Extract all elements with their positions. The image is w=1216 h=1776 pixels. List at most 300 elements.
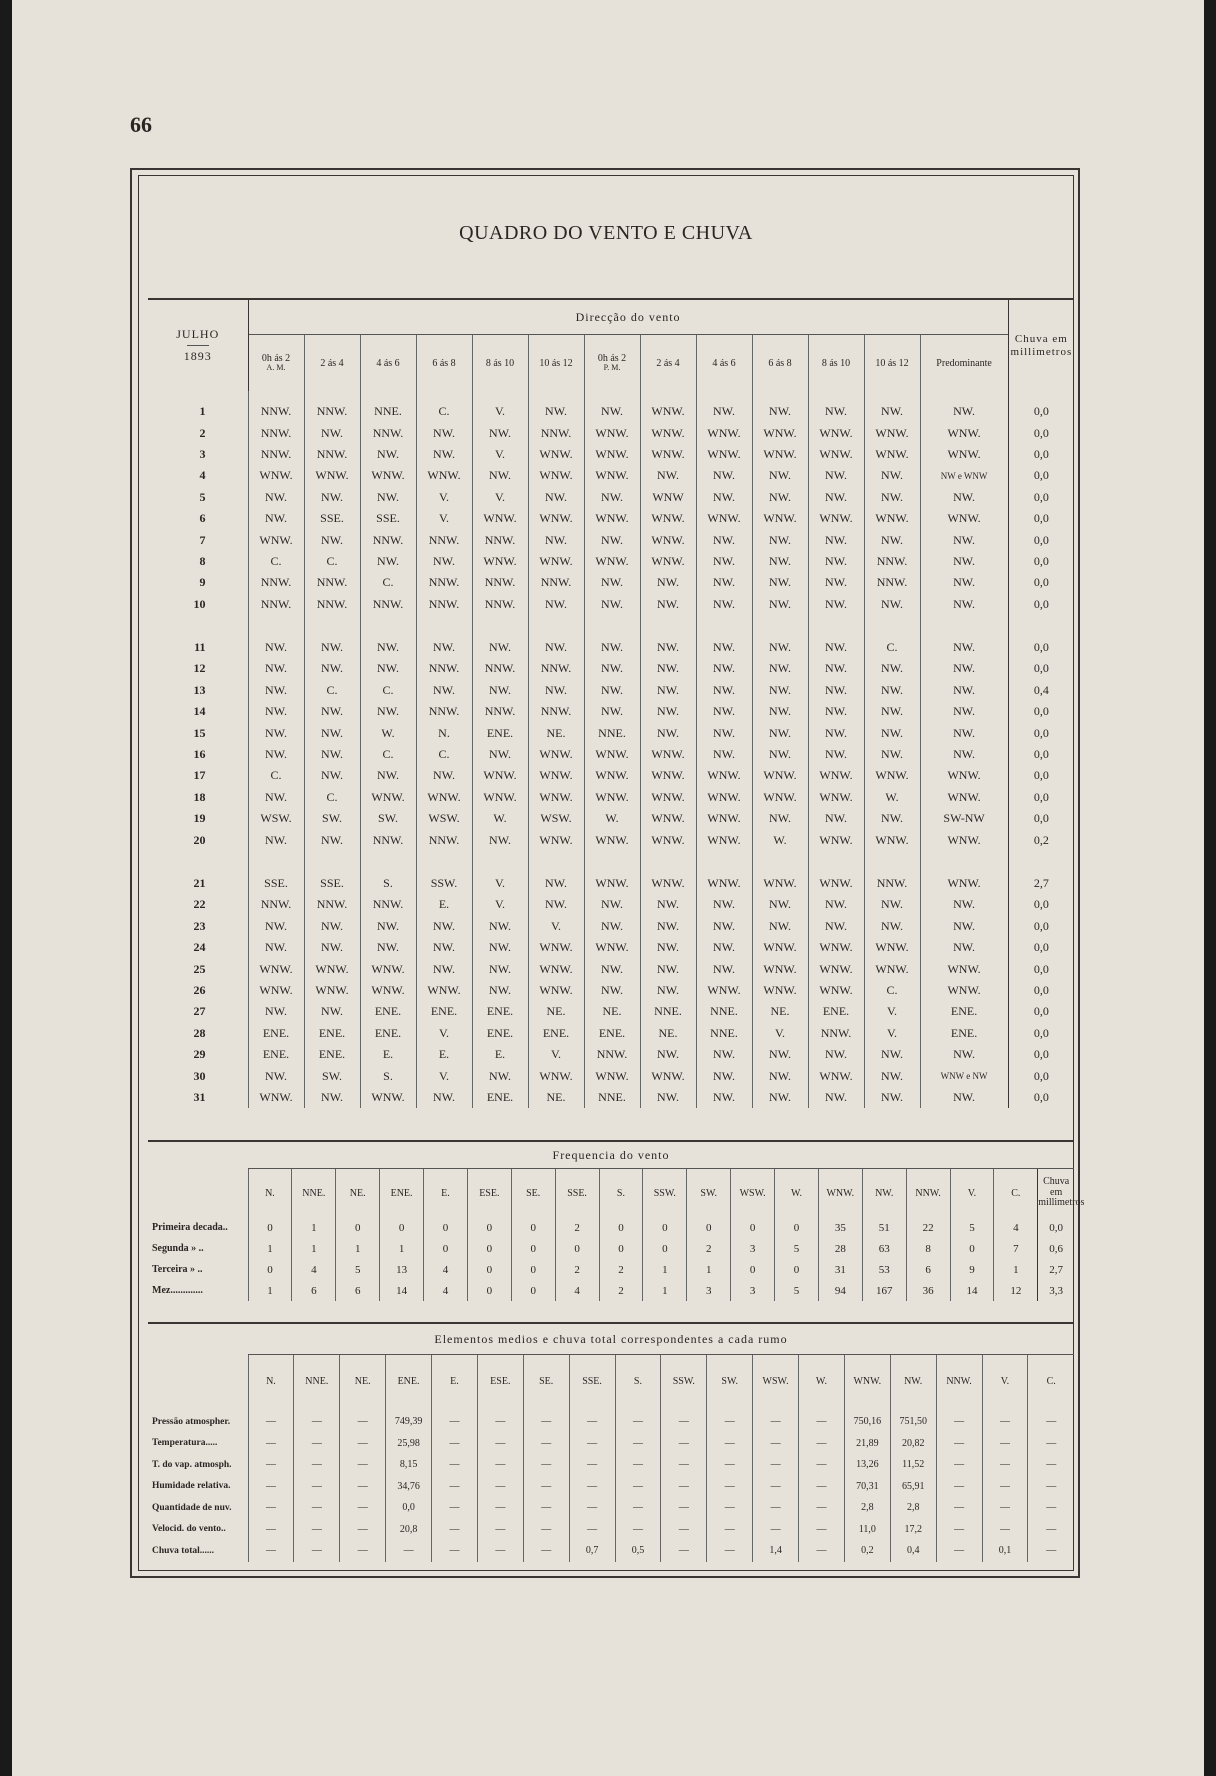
- gap-cell: [920, 615, 1008, 637]
- rain-cell: 0,0: [1008, 808, 1074, 829]
- freq-col-header: ESE.: [467, 1169, 511, 1218]
- wind-cell: WNW.: [360, 1087, 416, 1108]
- table-row: [148, 444, 1074, 465]
- wind-cell: NW.: [864, 894, 920, 915]
- wind-cell: E.: [416, 894, 472, 915]
- wind-cell: ENE.: [528, 1023, 584, 1044]
- wind-cell: WNW.: [584, 765, 640, 786]
- table-row: [148, 765, 1074, 786]
- elem-col-header: SSE.: [569, 1355, 615, 1408]
- wind-cell: WNW.: [920, 787, 1008, 808]
- elem-cell: —: [477, 1519, 523, 1541]
- wind-cell: NW.: [920, 529, 1008, 550]
- elem-cell: —: [799, 1497, 845, 1519]
- day-cell: 4: [199, 468, 206, 483]
- wind-group-header: Direcção do vento: [575, 309, 681, 324]
- wind-cell: SSW.: [416, 873, 472, 894]
- wind-cell: SSE.: [360, 508, 416, 529]
- wind-cell: WNW.: [752, 873, 808, 894]
- elem-cell: —: [753, 1407, 799, 1433]
- elem-cell: —: [661, 1497, 707, 1519]
- elem-cell: —: [753, 1519, 799, 1541]
- wind-cell: NW.: [360, 916, 416, 937]
- wind-cell: E.: [416, 1044, 472, 1065]
- elem-cell: —: [340, 1519, 386, 1541]
- elem-cell: 65,91: [890, 1476, 936, 1498]
- wind-cell: NW.: [808, 722, 864, 743]
- gap-cell: [528, 851, 584, 873]
- elem-cell: —: [432, 1454, 478, 1476]
- wind-cell: NW.: [416, 916, 472, 937]
- wind-cell: C.: [248, 765, 304, 786]
- freq-cell: 36: [906, 1280, 950, 1301]
- wind-cell: NE.: [528, 722, 584, 743]
- wind-cell: WNW.: [920, 444, 1008, 465]
- wind-cell: NW.: [472, 980, 528, 1001]
- table-row: [148, 1497, 1074, 1519]
- wind-cell: WNW.: [584, 508, 640, 529]
- wind-col-label: 4 ás 6: [712, 357, 736, 369]
- freq-cell: 5: [950, 1217, 994, 1238]
- wind-cell: NW.: [528, 873, 584, 894]
- wind-cell: NW.: [808, 1087, 864, 1108]
- elem-col-header: V.: [982, 1355, 1028, 1408]
- wind-cell: SW.: [304, 1065, 360, 1086]
- wind-cell: NW.: [248, 1065, 304, 1086]
- table-row: [148, 572, 1074, 593]
- day-cell: 9: [199, 575, 206, 590]
- freq-col-header: SSW.: [643, 1169, 687, 1218]
- elem-cell: —: [936, 1519, 982, 1541]
- elem-cell: —: [982, 1407, 1028, 1433]
- elem-cell: —: [936, 1433, 982, 1455]
- wind-cell: V.: [528, 1044, 584, 1065]
- gap-cell: [808, 615, 864, 637]
- day-cell: 6: [199, 511, 206, 526]
- wind-cell: NNW.: [304, 594, 360, 615]
- wind-cell: NW.: [808, 701, 864, 722]
- wind-col-header: [864, 335, 920, 392]
- elem-cell: —: [432, 1519, 478, 1541]
- wind-cell: C.: [360, 744, 416, 765]
- freq-cell: 2: [687, 1238, 731, 1259]
- wind-cell: NW.: [360, 658, 416, 679]
- rain-header: Chuva em millimetros: [1008, 299, 1074, 391]
- wind-cell: NW.: [472, 465, 528, 486]
- wind-cell: WNW.: [584, 873, 640, 894]
- rain-cell: 0,0: [1008, 529, 1074, 550]
- wind-cell: NNW.: [808, 1023, 864, 1044]
- wind-cell: NW.: [304, 744, 360, 765]
- wind-cell: ENE.: [416, 1001, 472, 1022]
- elem-cell: —: [661, 1540, 707, 1562]
- wind-cell: NW.: [808, 658, 864, 679]
- wind-cell: V.: [528, 916, 584, 937]
- rain-cell: 2,7: [1038, 1259, 1074, 1280]
- wind-col-label: 8 ás 10: [485, 357, 515, 369]
- elem-col-header: WSW.: [753, 1355, 799, 1408]
- rain-cell: 0,0: [1008, 1044, 1074, 1065]
- wind-cell: NNW.: [472, 701, 528, 722]
- gap-cell: [248, 851, 304, 873]
- elem-cell: —: [294, 1454, 340, 1476]
- elem-cell: 21,89: [844, 1433, 890, 1455]
- wind-cell: NNW.: [528, 658, 584, 679]
- wind-cell: WNW.: [640, 391, 696, 422]
- elem-col-header: SW.: [707, 1355, 753, 1408]
- row-label: Quantidade de nuv.: [152, 1502, 232, 1513]
- wind-cell: NW.: [640, 658, 696, 679]
- day-cell: 31: [193, 1089, 206, 1104]
- wind-cell: WNW.: [584, 787, 640, 808]
- wind-cell: WNW.: [920, 422, 1008, 443]
- table-row: [148, 465, 1074, 486]
- table-row: [148, 701, 1074, 722]
- table-row: [148, 680, 1074, 701]
- wind-cell: NW.: [528, 529, 584, 550]
- wind-cell: WNW.: [360, 980, 416, 1001]
- day-cell: 13: [193, 682, 206, 697]
- wind-cell: ENE.: [920, 1023, 1008, 1044]
- elem-cell: —: [799, 1476, 845, 1498]
- elem-cell: —: [386, 1540, 432, 1562]
- wind-cell: NW.: [528, 894, 584, 915]
- wind-cell: WNW.: [808, 508, 864, 529]
- wind-cell: NW.: [304, 422, 360, 443]
- freq-cell: 1: [248, 1238, 292, 1259]
- wind-cell: NNW.: [416, 594, 472, 615]
- rain-cell: 0,0: [1008, 744, 1074, 765]
- elem-cell: 1,4: [753, 1540, 799, 1562]
- wind-cell: NW.: [752, 465, 808, 486]
- elem-cell: —: [753, 1497, 799, 1519]
- wind-cell: NNE.: [640, 1001, 696, 1022]
- table-row: [148, 980, 1074, 1001]
- elem-cell: —: [982, 1433, 1028, 1455]
- elem-cell: —: [340, 1407, 386, 1433]
- wind-cell: NNW.: [360, 529, 416, 550]
- wind-cell: NW.: [752, 391, 808, 422]
- elem-cell: —: [753, 1476, 799, 1498]
- wind-cell: NW.: [696, 487, 752, 508]
- elem-cell: —: [477, 1454, 523, 1476]
- freq-cell: 0: [950, 1238, 994, 1259]
- freq-cell: 28: [818, 1238, 862, 1259]
- elem-cell: —: [569, 1476, 615, 1498]
- row-label: Velocid. do vento..: [152, 1524, 226, 1535]
- freq-cell: 14: [380, 1280, 424, 1301]
- wind-col-header: [360, 335, 416, 392]
- wind-cell: NW.: [584, 391, 640, 422]
- wind-cell: NW.: [360, 487, 416, 508]
- freq-cell: 9: [950, 1259, 994, 1280]
- wind-cell: WNW.: [528, 444, 584, 465]
- wind-cell: NW.: [248, 937, 304, 958]
- freq-cell: 3: [731, 1238, 775, 1259]
- wind-cell: WNW.: [696, 422, 752, 443]
- wind-cell: NW.: [360, 937, 416, 958]
- freq-cell: 4: [292, 1259, 336, 1280]
- elem-col-header: SSW.: [661, 1355, 707, 1408]
- wind-cell: NW.: [696, 391, 752, 422]
- wind-cell: WNW.: [640, 873, 696, 894]
- table-row: [148, 529, 1074, 550]
- wind-cell: ENE.: [472, 722, 528, 743]
- wind-cell: WNW.: [584, 444, 640, 465]
- wind-cell: NW.: [640, 594, 696, 615]
- elem-cell: —: [799, 1519, 845, 1541]
- day-cell: 10: [193, 596, 206, 611]
- wind-cell: NW.: [584, 701, 640, 722]
- wind-cell: ENE.: [248, 1023, 304, 1044]
- wind-cell: NW.: [640, 465, 696, 486]
- day-cell: 15: [193, 725, 206, 740]
- wind-cell: NW.: [752, 744, 808, 765]
- elem-cell: —: [661, 1407, 707, 1433]
- wind-cell: NW.: [696, 465, 752, 486]
- wind-cell: NW.: [640, 1087, 696, 1108]
- freq-col-header: WSW.: [731, 1169, 775, 1218]
- wind-cell: W.: [864, 787, 920, 808]
- freq-col-header: SW.: [687, 1169, 731, 1218]
- wind-cell: NW.: [640, 937, 696, 958]
- wind-cell: NNW.: [864, 551, 920, 572]
- wind-cell: W.: [360, 722, 416, 743]
- wind-cell: NW.: [696, 658, 752, 679]
- elem-cell: —: [1028, 1454, 1074, 1476]
- elem-cell: —: [248, 1407, 294, 1433]
- table-row: [148, 829, 1074, 850]
- elem-cell: —: [982, 1519, 1028, 1541]
- elem-cell: —: [523, 1433, 569, 1455]
- elem-cell: 17,2: [890, 1519, 936, 1541]
- elem-cell: —: [615, 1407, 661, 1433]
- elem-cell: 20,8: [386, 1519, 432, 1541]
- wind-cell: E.: [472, 1044, 528, 1065]
- wind-col-header: [752, 335, 808, 392]
- elem-cell: —: [936, 1497, 982, 1519]
- wind-cell: NE.: [528, 1001, 584, 1022]
- wind-col-label: Predominante: [936, 357, 992, 369]
- wind-cell: WNW.: [808, 787, 864, 808]
- elem-cell: —: [1028, 1407, 1074, 1433]
- wind-cell: NW.: [808, 529, 864, 550]
- wind-cell: NW.: [640, 722, 696, 743]
- day-cell: 22: [193, 897, 206, 912]
- wind-cell: NW.: [696, 894, 752, 915]
- wind-cell: NW.: [304, 487, 360, 508]
- wind-cell: NW.: [472, 1065, 528, 1086]
- wind-cell: NW.: [640, 572, 696, 593]
- wind-cell: WNW.: [304, 980, 360, 1001]
- wind-cell: WNW.: [920, 765, 1008, 786]
- wind-cell: WNW.: [808, 829, 864, 850]
- wind-cell: V.: [864, 1023, 920, 1044]
- wind-cell: NW.: [864, 916, 920, 937]
- wind-cell: ENE.: [304, 1023, 360, 1044]
- day-cell: 21: [193, 876, 206, 890]
- elem-cell: —: [1028, 1433, 1074, 1455]
- freq-cell: 51: [862, 1217, 906, 1238]
- wind-cell: NW.: [304, 658, 360, 679]
- wind-cell: NW.: [640, 894, 696, 915]
- wind-cell: NW.: [696, 916, 752, 937]
- freq-cell: 4: [555, 1280, 599, 1301]
- rain-cell: 0,0: [1008, 958, 1074, 979]
- table-row: [148, 508, 1074, 529]
- wind-cell: SSE.: [248, 873, 304, 894]
- wind-col-header: [696, 335, 752, 392]
- day-cell: 12: [193, 661, 206, 676]
- wind-col-header: [416, 335, 472, 392]
- wind-cell: NW.: [696, 551, 752, 572]
- day-cell: 18: [193, 789, 206, 804]
- freq-cell: 0: [248, 1217, 292, 1238]
- wind-cell: S.: [360, 873, 416, 894]
- wind-cell: NW.: [920, 937, 1008, 958]
- elem-col-header: NNE.: [294, 1355, 340, 1408]
- frequency-caption: Frequencia do vento: [552, 1147, 670, 1162]
- wind-cell: NW.: [752, 1044, 808, 1065]
- wind-cell: WNW.: [248, 1087, 304, 1108]
- elem-col-header: ESE.: [477, 1355, 523, 1408]
- elem-col-header: NW.: [890, 1355, 936, 1408]
- wind-cell: NW.: [528, 487, 584, 508]
- wind-cell: NW.: [696, 744, 752, 765]
- wind-cell: NW.: [304, 722, 360, 743]
- wind-cell: WNW.: [808, 765, 864, 786]
- wind-cell: NW.: [360, 637, 416, 658]
- freq-cell: 3: [731, 1280, 775, 1301]
- freq-cell: 0: [467, 1280, 511, 1301]
- elem-cell: —: [936, 1540, 982, 1562]
- row-label: Segunda » ..: [152, 1243, 204, 1254]
- wind-cell: NE.: [528, 1087, 584, 1108]
- elem-cell: —: [707, 1454, 753, 1476]
- elem-cell: —: [982, 1476, 1028, 1498]
- wind-cell: WNW.: [640, 444, 696, 465]
- wind-cell: WNW.: [584, 829, 640, 850]
- row-label: Terceira » ..: [152, 1264, 203, 1275]
- wind-cell: WNW.: [472, 551, 528, 572]
- elem-cell: —: [707, 1519, 753, 1541]
- wind-cell: WNW.: [696, 873, 752, 894]
- wind-cell: NW.: [696, 1087, 752, 1108]
- wind-cell: WNW.: [808, 980, 864, 1001]
- wind-cell: NW.: [864, 722, 920, 743]
- wind-cell: NW.: [752, 894, 808, 915]
- wind-cell: ENE.: [360, 1001, 416, 1022]
- wind-cell: WNW.: [808, 1065, 864, 1086]
- freq-cell: 53: [862, 1259, 906, 1280]
- rain-cell: 2,7: [1008, 873, 1074, 894]
- decade-gap: [148, 851, 1074, 873]
- wind-cell: WNW.: [248, 980, 304, 1001]
- freq-cell: 6: [336, 1280, 380, 1301]
- wind-cell: NNW.: [416, 658, 472, 679]
- wind-cell: WNW.: [808, 873, 864, 894]
- freq-cell: 1: [380, 1238, 424, 1259]
- gap-cell: [304, 615, 360, 637]
- freq-col-header: WNW.: [818, 1169, 862, 1218]
- elem-cell: —: [340, 1454, 386, 1476]
- wind-cell: NW.: [696, 529, 752, 550]
- wind-cell: C.: [360, 680, 416, 701]
- table-row: [148, 744, 1074, 765]
- wind-cell: NW.: [584, 658, 640, 679]
- wind-cell: ENE.: [304, 1044, 360, 1065]
- wind-cell: NW.: [696, 1044, 752, 1065]
- freq-cell: 94: [818, 1280, 862, 1301]
- elem-cell: 8,15: [386, 1454, 432, 1476]
- elem-cell: —: [477, 1433, 523, 1455]
- elem-cell: 0,2: [844, 1540, 890, 1562]
- elem-cell: —: [294, 1407, 340, 1433]
- wind-cell: NW.: [248, 637, 304, 658]
- freq-cell: 1: [292, 1217, 336, 1238]
- wind-cell: NNE.: [696, 1023, 752, 1044]
- wind-cell: NW.: [752, 701, 808, 722]
- wind-cell: NNE.: [696, 1001, 752, 1022]
- wind-cell: NE.: [584, 1001, 640, 1022]
- freq-cell: 5: [775, 1280, 819, 1301]
- wind-cell: NW.: [416, 422, 472, 443]
- wind-cell: WNW.: [696, 787, 752, 808]
- table-row: [148, 1044, 1074, 1065]
- rain-cell: 0,0: [1008, 701, 1074, 722]
- wind-cell: NW.: [920, 1044, 1008, 1065]
- elem-cell: —: [615, 1519, 661, 1541]
- gap-cell: [864, 615, 920, 637]
- elem-cell: —: [799, 1454, 845, 1476]
- wind-cell: NNW.: [584, 1044, 640, 1065]
- wind-cell: WNW.: [584, 465, 640, 486]
- table-row: [148, 594, 1074, 615]
- wind-cell: WNW.: [920, 508, 1008, 529]
- gap-cell: [472, 851, 528, 873]
- rain-cell: 0,0: [1008, 1065, 1074, 1086]
- table-row: [148, 1476, 1074, 1498]
- elem-cell: —: [799, 1433, 845, 1455]
- wind-cell: NW.: [304, 937, 360, 958]
- wind-cell: ENE.: [920, 1001, 1008, 1022]
- elem-col-header: C.: [1028, 1355, 1074, 1408]
- elem-cell: —: [936, 1476, 982, 1498]
- freq-cell: 0: [511, 1217, 555, 1238]
- wind-cell: WSW.: [248, 808, 304, 829]
- gap-cell: [148, 851, 248, 873]
- wind-cell: NNW.: [360, 594, 416, 615]
- day-cell: 5: [199, 489, 206, 504]
- elem-cell: —: [523, 1476, 569, 1498]
- wind-cell: WSW.: [416, 808, 472, 829]
- wind-cell: WNW.: [920, 873, 1008, 894]
- wind-cell: NW.: [864, 701, 920, 722]
- day-cell: 30: [193, 1068, 206, 1083]
- wind-cell: NW.: [808, 551, 864, 572]
- wind-cell: NW.: [584, 980, 640, 1001]
- wind-cell: WNW.: [528, 508, 584, 529]
- day-cell: 23: [193, 918, 206, 933]
- wind-cell: WNW.: [640, 808, 696, 829]
- day-cell: 25: [193, 961, 206, 976]
- rain-cell: 0,0: [1008, 787, 1074, 808]
- elem-cell: —: [615, 1454, 661, 1476]
- wind-cell: V.: [472, 873, 528, 894]
- elem-cell: —: [569, 1497, 615, 1519]
- wind-cell: V.: [416, 1023, 472, 1044]
- freq-col-header: W.: [775, 1169, 819, 1218]
